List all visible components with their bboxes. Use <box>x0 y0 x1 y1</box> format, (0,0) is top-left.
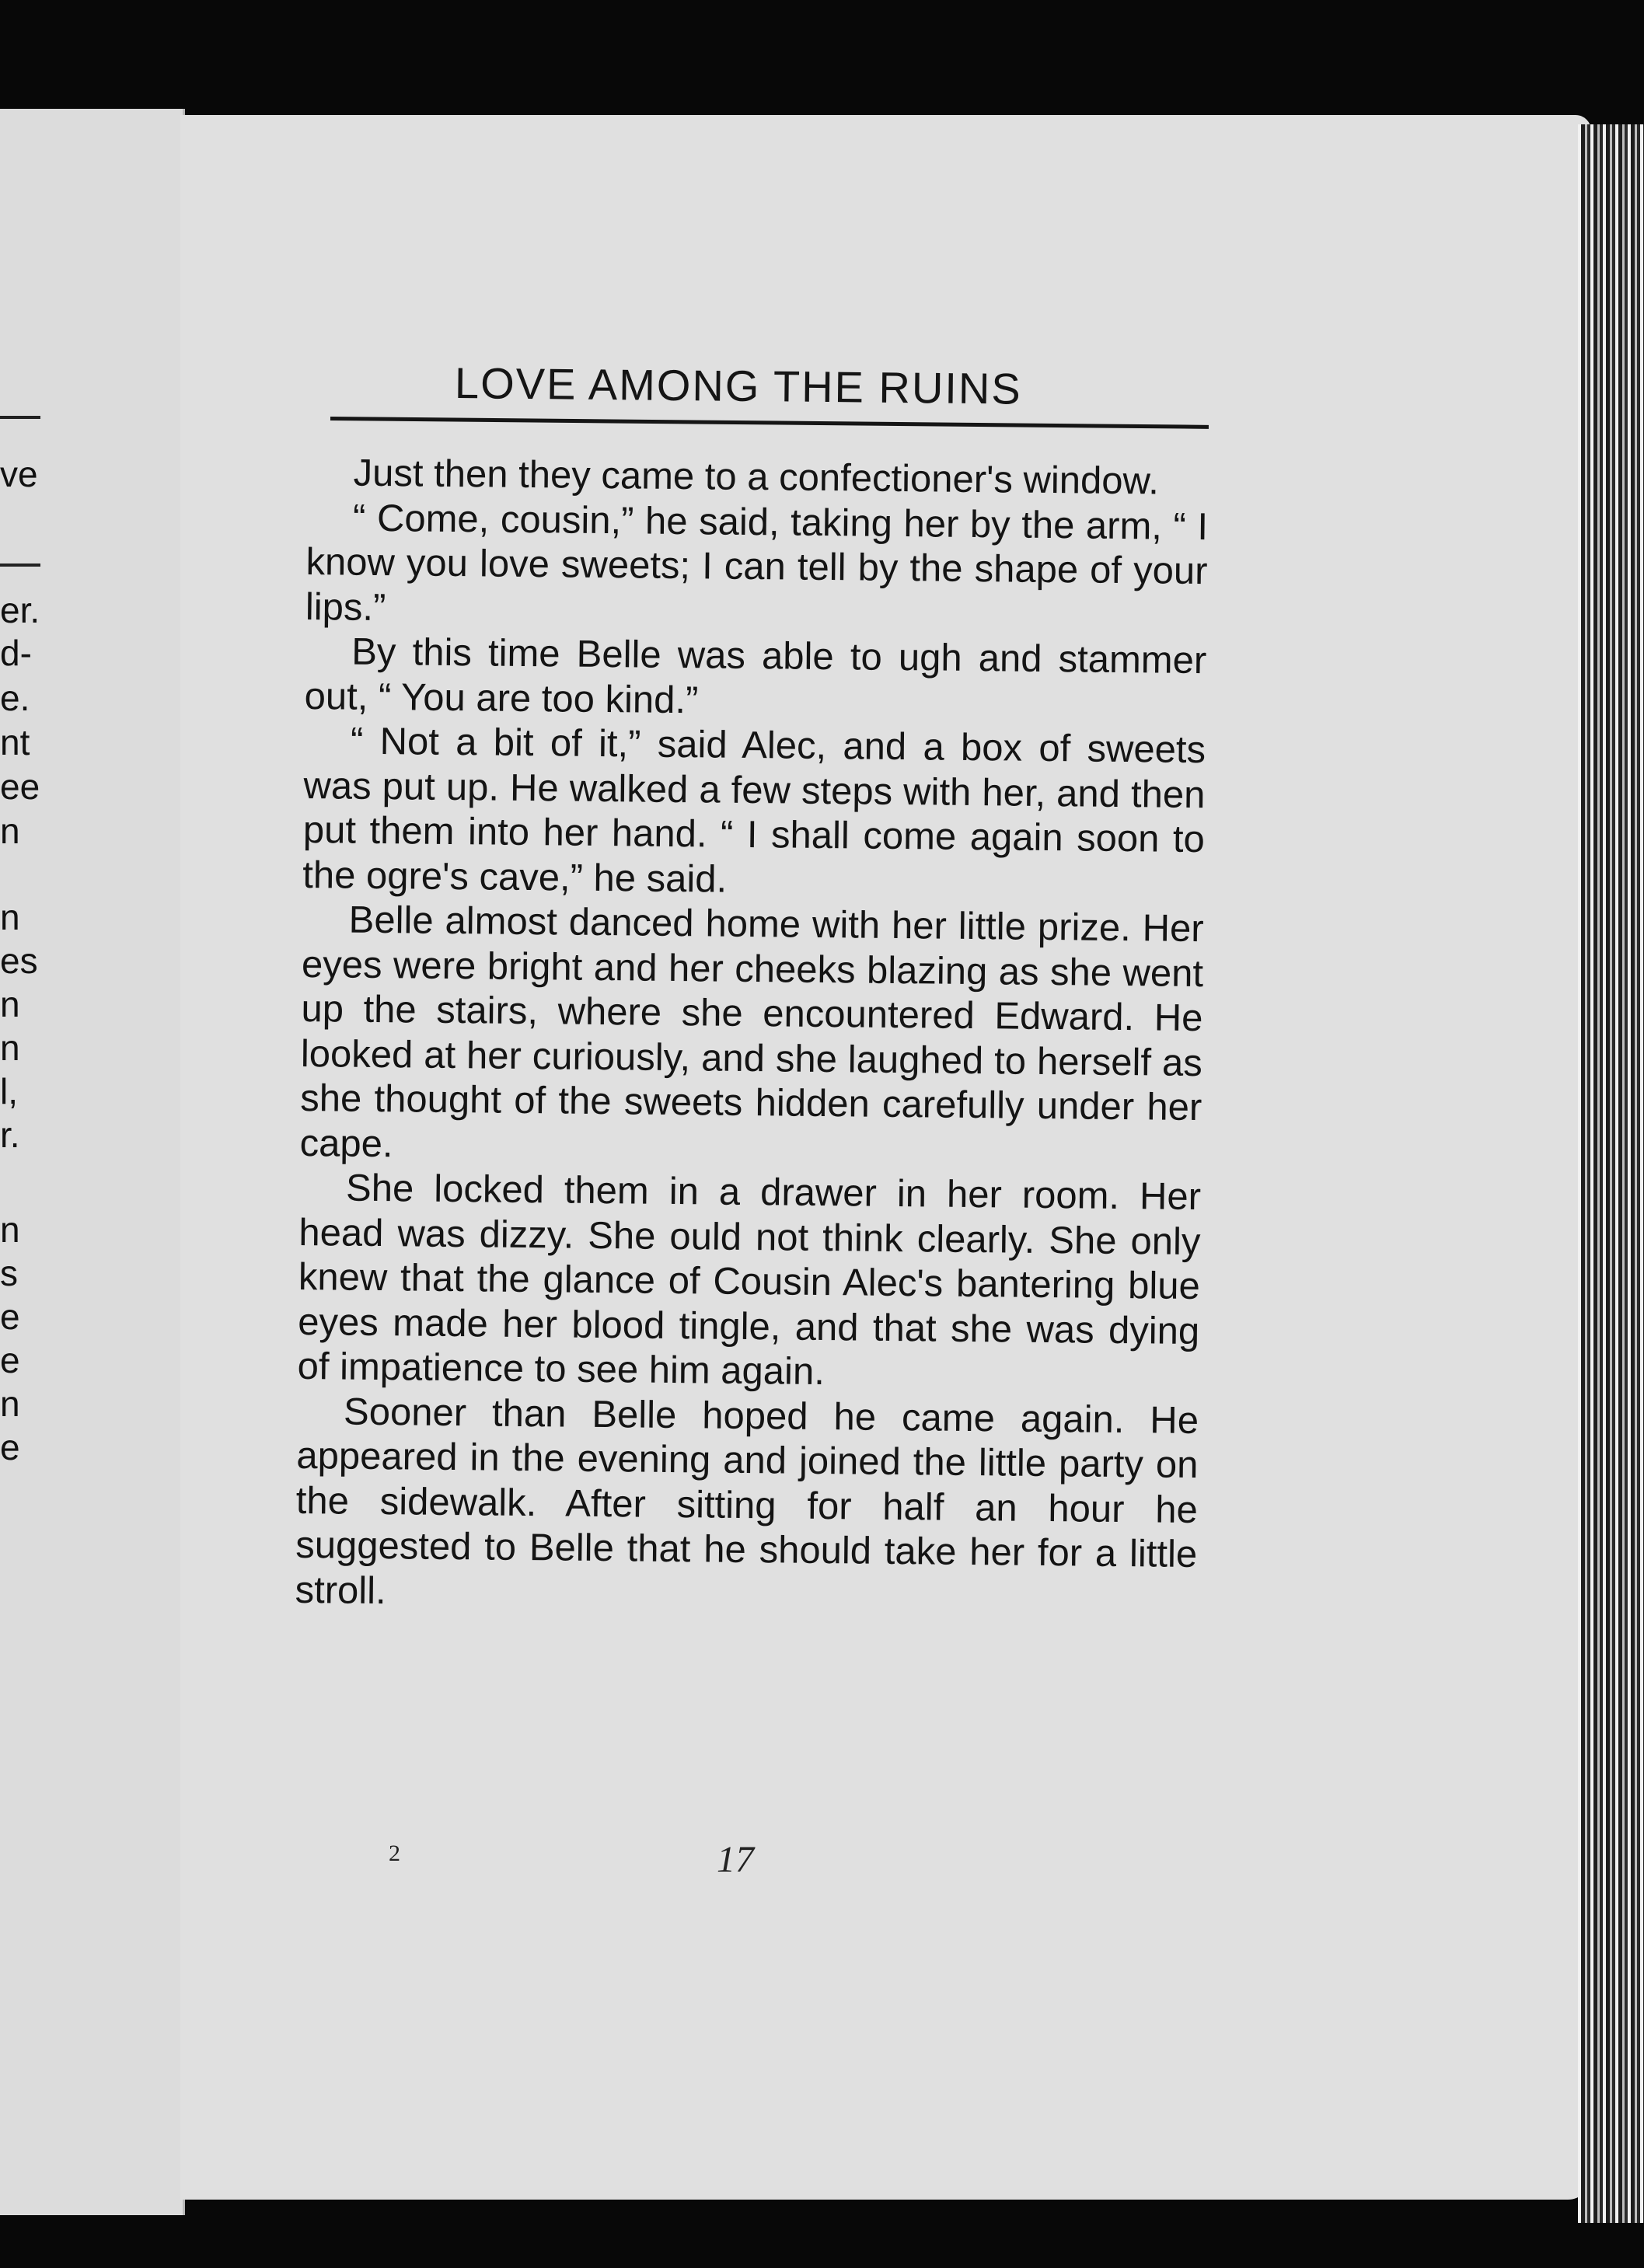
left-page-fragment: n <box>0 897 20 937</box>
left-page-fragment: nt <box>0 722 30 762</box>
left-page-fragment: n <box>0 811 20 851</box>
left-page-fragment: r. <box>0 1115 20 1155</box>
left-page-fragment: er. <box>0 590 40 630</box>
left-page-fragment: s <box>0 1253 18 1293</box>
left-page-fragment: l, <box>0 1071 18 1111</box>
left-page-fragment: n <box>0 984 20 1024</box>
left-page-fragment: es <box>0 940 38 981</box>
page-edge <box>1578 124 1644 2223</box>
running-head: LOVE AMONG THE RUINS <box>454 358 1023 413</box>
left-page-rule <box>0 416 40 419</box>
left-page-fragment: e. <box>0 678 30 718</box>
paragraph: “ Not a bit of it,” said Alec, and a box of sweets was put up. He walked a few steps with her, and then put them into her hand. “ I shall come again soon to the ogre's cave,” he said. <box>302 720 1206 901</box>
left-page-fragment: n <box>0 1383 20 1424</box>
left-page-fragment: e <box>0 1296 20 1337</box>
paragraph: Belle almost danced home with her little prize. Her eyes were bright and her cheeks blazing as she went up the stairs, where she encountered Edward. He looked at her curiously, and she laughed to herself as she thought of the sweets hidden carefully under her cape. <box>299 898 1204 1165</box>
left-page-fragment: e <box>0 1427 20 1467</box>
left-page <box>0 109 185 2215</box>
paragraph: By this time Belle was able to ugh and stammer out, “ You are too kind.” <box>304 630 1207 721</box>
paragraph: Sooner than Belle hoped he came again. He appeared in the evening and joined the little party on the sidewalk. After sitting for half an hour he suggested to Belle that he should take her for a little stroll. <box>295 1390 1199 1612</box>
left-page-fragment: d- <box>0 633 32 673</box>
left-page-fragment: n <box>0 1209 20 1250</box>
signature-mark: 2 <box>389 1841 400 1866</box>
paragraph: Just then they came to a confectioner's window. <box>353 452 1160 503</box>
paragraph: She locked them in a drawer in her room. Her head was dizzy. She ould not think clearly. She only knew that the glance of Cousin Alec's bantering blue eyes made her blood tingle, and that she was dying of impatience to see him again. <box>297 1167 1202 1394</box>
body-text <box>295 451 1209 1622</box>
left-page-rule <box>0 564 40 567</box>
left-page-fragment: n <box>0 1028 20 1068</box>
page-number: 17 <box>717 1839 754 1880</box>
left-page-fragment: e <box>0 1340 20 1380</box>
left-page-fragment: ee <box>0 766 40 807</box>
left-page-fragment: ve <box>0 454 38 494</box>
paragraph: “ Come, cousin,” he said, taking her by the arm, “ I know you love sweets; I can tell by the shape of your lips.” <box>305 497 1209 629</box>
